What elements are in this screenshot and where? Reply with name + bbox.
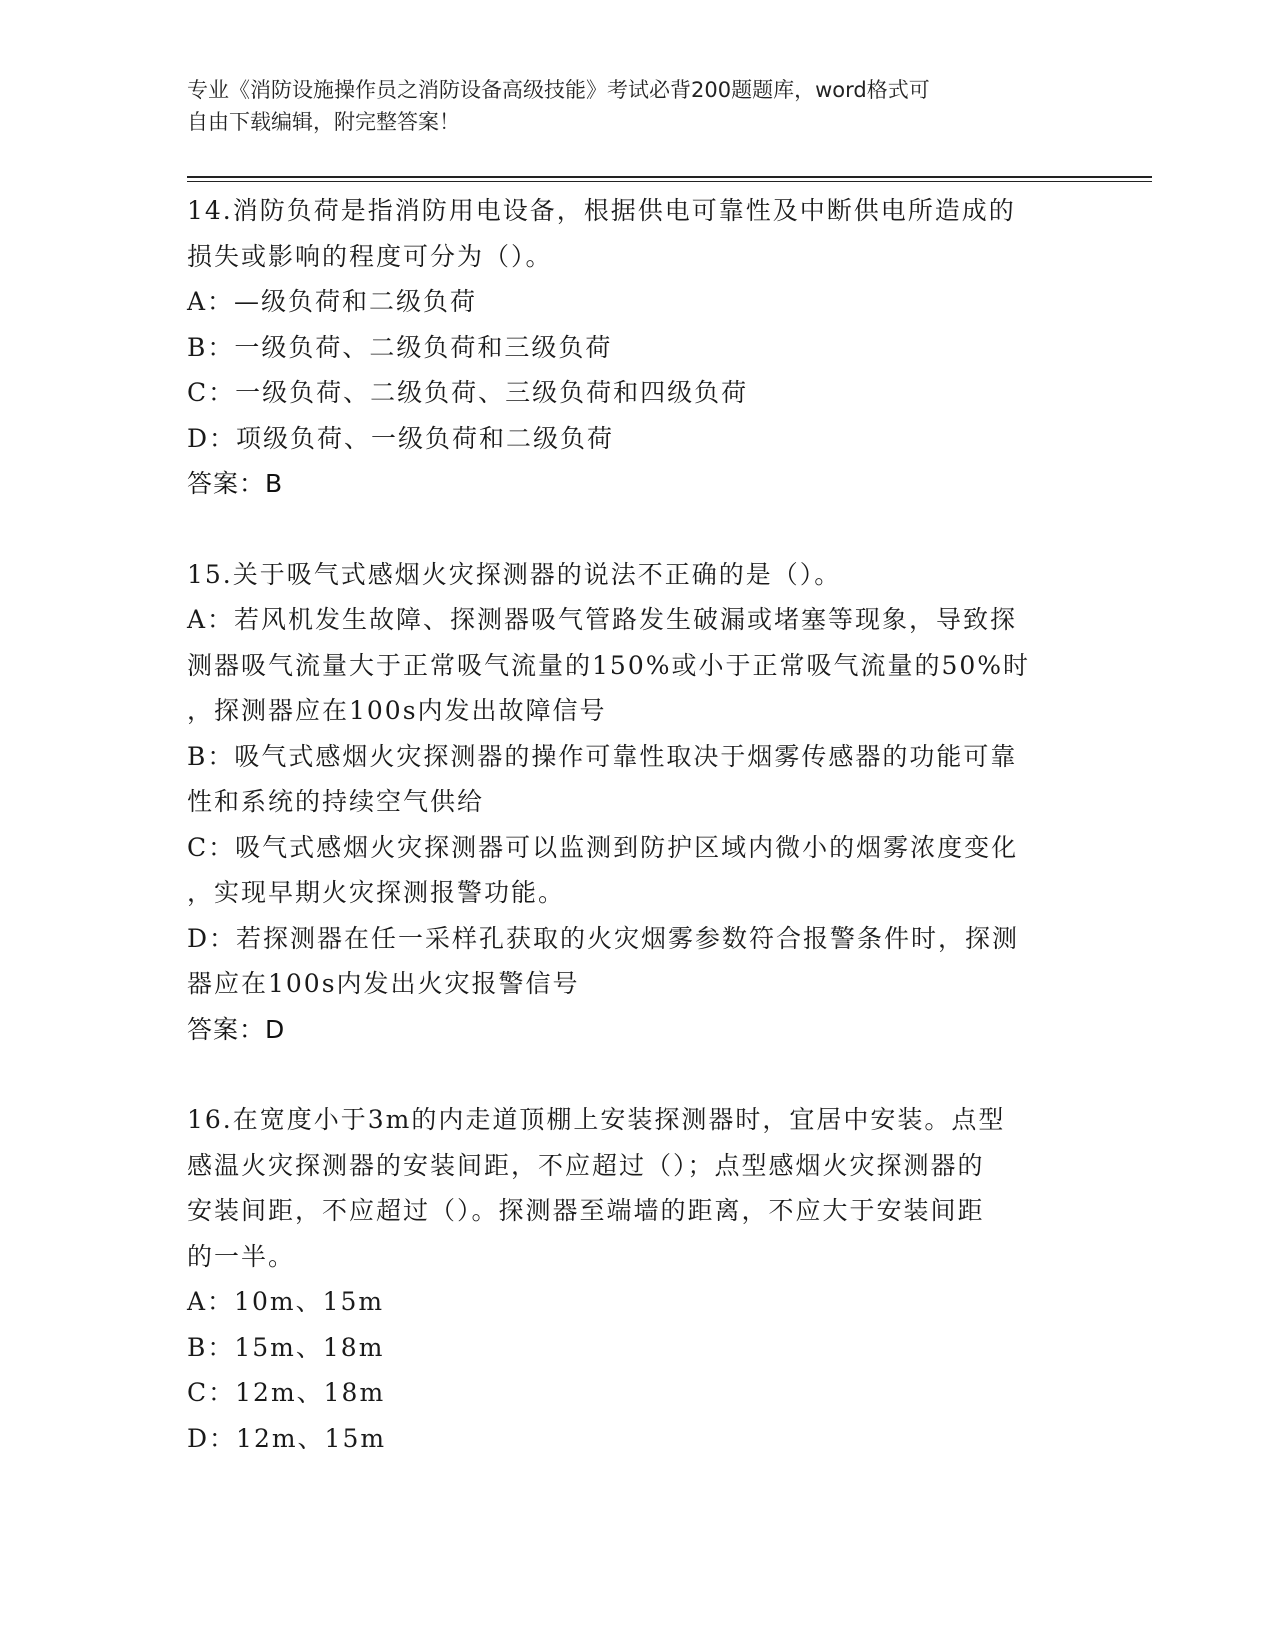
- header-line: 专业《消防设施操作员之消防设备高级技能》考试必背200题题库，word格式可: [187, 78, 930, 102]
- option-line: A：—级负荷和二级负荷: [187, 287, 478, 316]
- question-14: [187, 188, 1087, 507]
- header-line: 自由下载编辑，附完整答案！: [187, 110, 460, 134]
- option-c: [187, 370, 1087, 416]
- question-text-line: 15.关于吸气式感烟火灾探测器的说法不正确的是（）。: [187, 559, 842, 589]
- question-text-line: 16.在宽度小于3m的内走道顶棚上安装探测器时，宜居中安装。点型: [187, 1105, 1006, 1134]
- document-header: [187, 74, 1067, 138]
- question-text: [187, 552, 1087, 598]
- option-line: D：项级负荷、一级负荷和二级负荷: [187, 423, 615, 453]
- question-15: [187, 552, 1087, 1053]
- option-a: [187, 1279, 1087, 1325]
- option-line: C：12m、18m: [187, 1378, 386, 1407]
- option-line: D：12m、15m: [187, 1423, 387, 1453]
- option-a: [187, 279, 1087, 325]
- answer: 答案：B: [187, 469, 284, 498]
- question-text: [187, 1097, 1087, 1279]
- option-line: B：一级负荷、二级负荷和三级负荷: [187, 332, 613, 362]
- option-b: [187, 325, 1087, 371]
- option-line: 器应在100s内发出火灾报警信号: [187, 969, 580, 998]
- question-text-line: 损失或影响的程度可分为（）。: [187, 241, 553, 271]
- option-d: [187, 416, 1087, 462]
- question-text: [187, 188, 1087, 279]
- option-line: ，实现早期火灾探测报警功能。: [187, 878, 566, 907]
- option-b: [187, 1325, 1087, 1371]
- option-line: ，探测器应在100s内发出故障信号: [187, 696, 607, 725]
- question-16: [187, 1097, 1087, 1461]
- question-text-line: 的一半。: [187, 1241, 296, 1271]
- option-line: 性和系统的持续空气供给: [187, 787, 485, 816]
- answer: 答案：D: [187, 1014, 286, 1044]
- option-line: A：若风机发生故障、探测器吸气管路发生破漏或堵塞等现象，导致探: [187, 605, 1018, 634]
- option-line: B：吸气式感烟火灾探测器的操作可靠性取决于烟雾传感器的功能可靠: [187, 741, 1018, 771]
- header-divider-thin: [187, 181, 1152, 182]
- option-line: A：10m、15m: [187, 1287, 385, 1316]
- option-line: 测器吸气流量大于正常吸气流量的150%或小于正常吸气流量的50%时: [187, 650, 1031, 680]
- option-c: [187, 1370, 1087, 1416]
- question-text-line: 感温火灾探测器的安装间距，不应超过（）；点型感烟火灾探测器的: [187, 1150, 985, 1180]
- option-line: B：15m、18m: [187, 1332, 385, 1362]
- option-line: C：吸气式感烟火灾探测器可以监测到防护区域内微小的烟雾浓度变化: [187, 832, 1019, 862]
- question-text-line: 安装间距，不应超过（）。探测器至端墙的距离，不应大于安装间距: [187, 1196, 985, 1225]
- option-d: [187, 1416, 1087, 1462]
- option-b: [187, 734, 1087, 825]
- question-list: [187, 188, 1087, 1506]
- option-d: [187, 916, 1087, 1007]
- option-c: [187, 825, 1087, 916]
- header-divider: [187, 176, 1152, 178]
- option-a: [187, 597, 1087, 734]
- option-line: D：若探测器在任一采样孔获取的火灾烟雾参数符合报警条件时，探测: [187, 923, 1020, 953]
- question-text-line: 14.消防负荷是指消防用电设备，根据供电可靠性及中断供电所造成的: [187, 196, 1016, 225]
- option-line: C：一级负荷、二级负荷、三级负荷和四级负荷: [187, 378, 749, 407]
